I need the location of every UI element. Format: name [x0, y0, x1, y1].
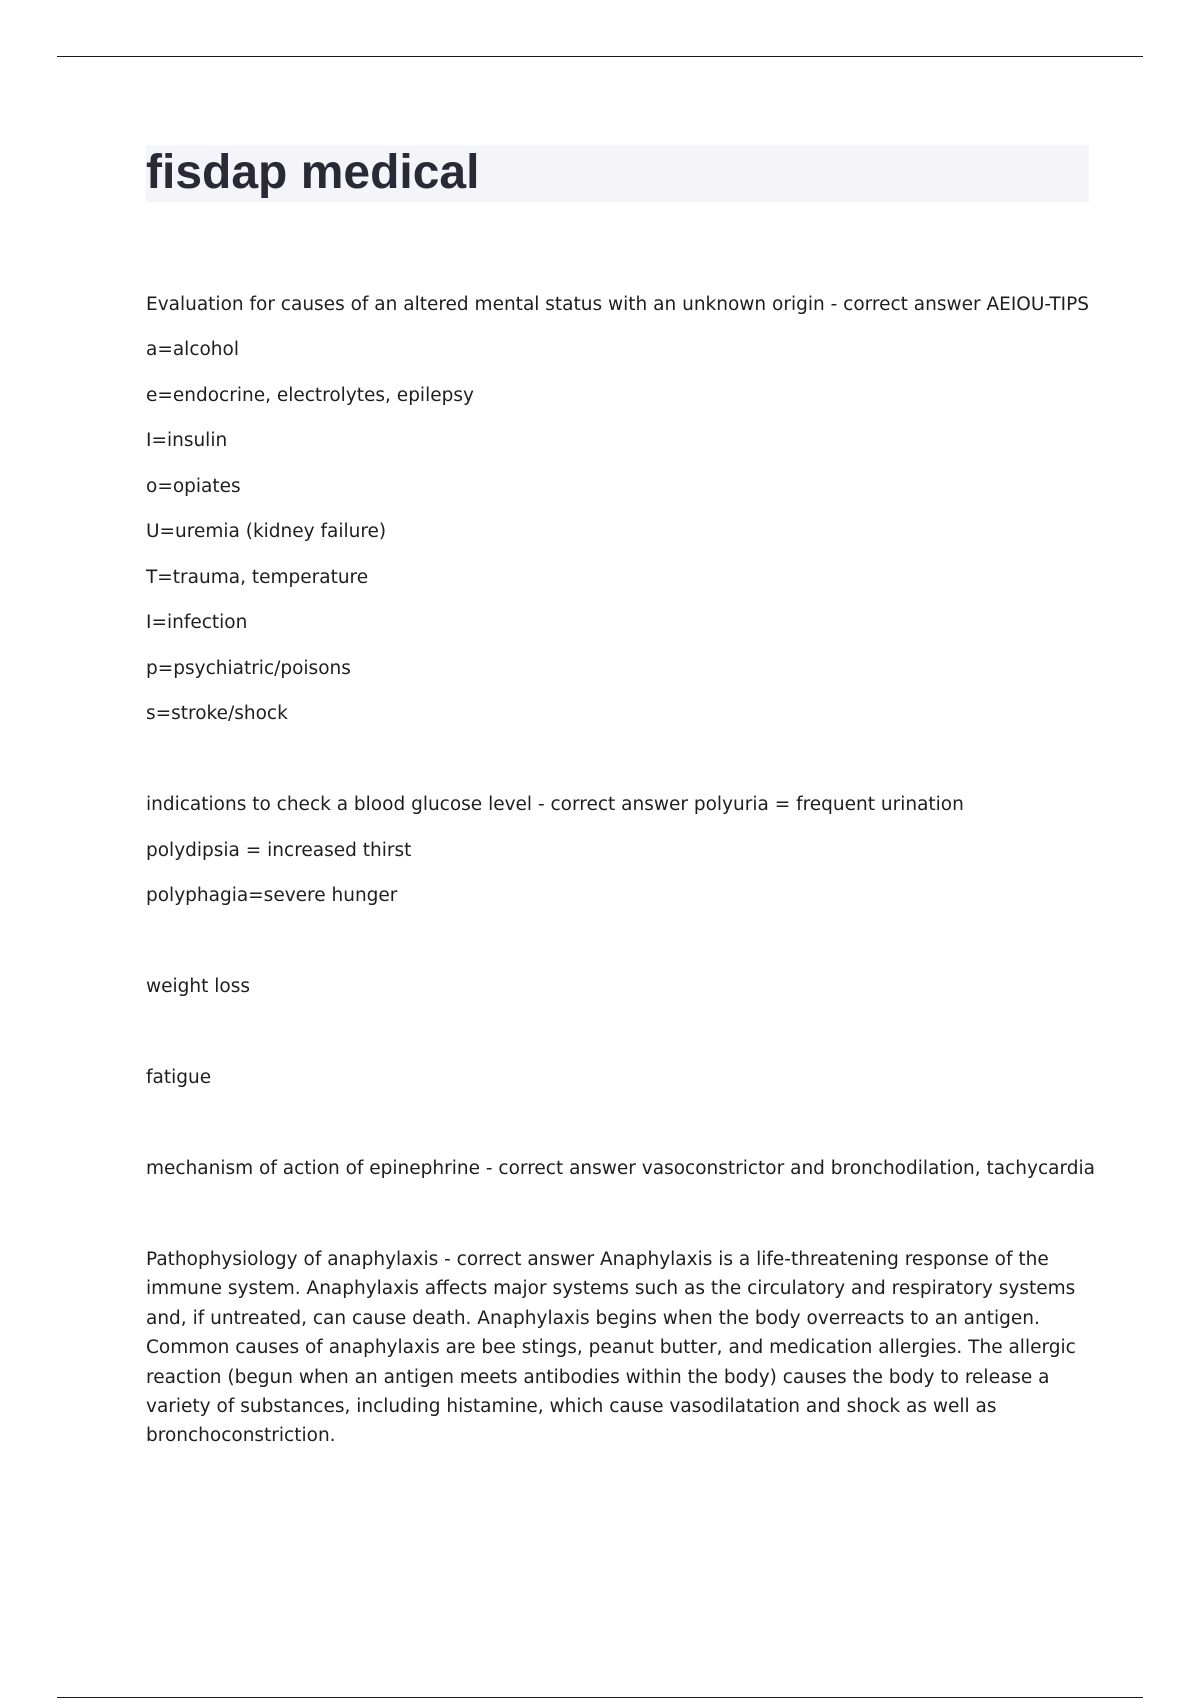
document-body [146, 0, 1095, 1700]
list-item: U=uremia (kidney failure) [146, 521, 387, 542]
question-anaphylaxis: Pathophysiology of anaphylaxis - correct answer Anaphylaxis is a life-threatening response of the immune system. Anaphylaxis affects major systems such as the circulatory and respiratory systems and, if untreated, can cause death. Anaphylaxis begins when the body overreacts to an antigen. Common causes of anaphylaxis are bee stings, peanut butter, and medication allergies. The allergic reaction (begun when an antigen meets antibodies within the body) causes the body to release a variety of substances, including histamine, which cause vasodilatation and shock as well as bronchoconstriction. [146, 1249, 1076, 1447]
question-epinephrine: mechanism of action of epinephrine - correct answer vasoconstrictor and bronchodilation, tachycardia [146, 1158, 1095, 1179]
list-item: fatigue [146, 1067, 212, 1088]
footer-rule [57, 1697, 1143, 1698]
list-item: I=insulin [146, 430, 228, 451]
list-item: weight loss [146, 976, 250, 997]
question-altered-mental-status: Evaluation for causes of an altered mental status with an unknown origin - correct answer AEIOU-TIPS [146, 294, 1090, 315]
list-item: a=alcohol [146, 339, 239, 360]
list-item: polyphagia=severe hunger [146, 885, 398, 906]
list-item: e=endocrine, electrolytes, epilepsy [146, 385, 474, 406]
list-item: s=stroke/shock [146, 703, 288, 724]
list-item: polydipsia = increased thirst [146, 840, 412, 861]
list-item: T=trauma, temperature [146, 567, 369, 588]
question-blood-glucose: indications to check a blood glucose level - correct answer polyuria = frequent urination [146, 794, 964, 815]
list-item: o=opiates [146, 476, 241, 497]
list-item: p=psychiatric/poisons [146, 658, 351, 679]
page-title: fisdap medical [146, 146, 480, 199]
list-item: I=infection [146, 612, 248, 633]
